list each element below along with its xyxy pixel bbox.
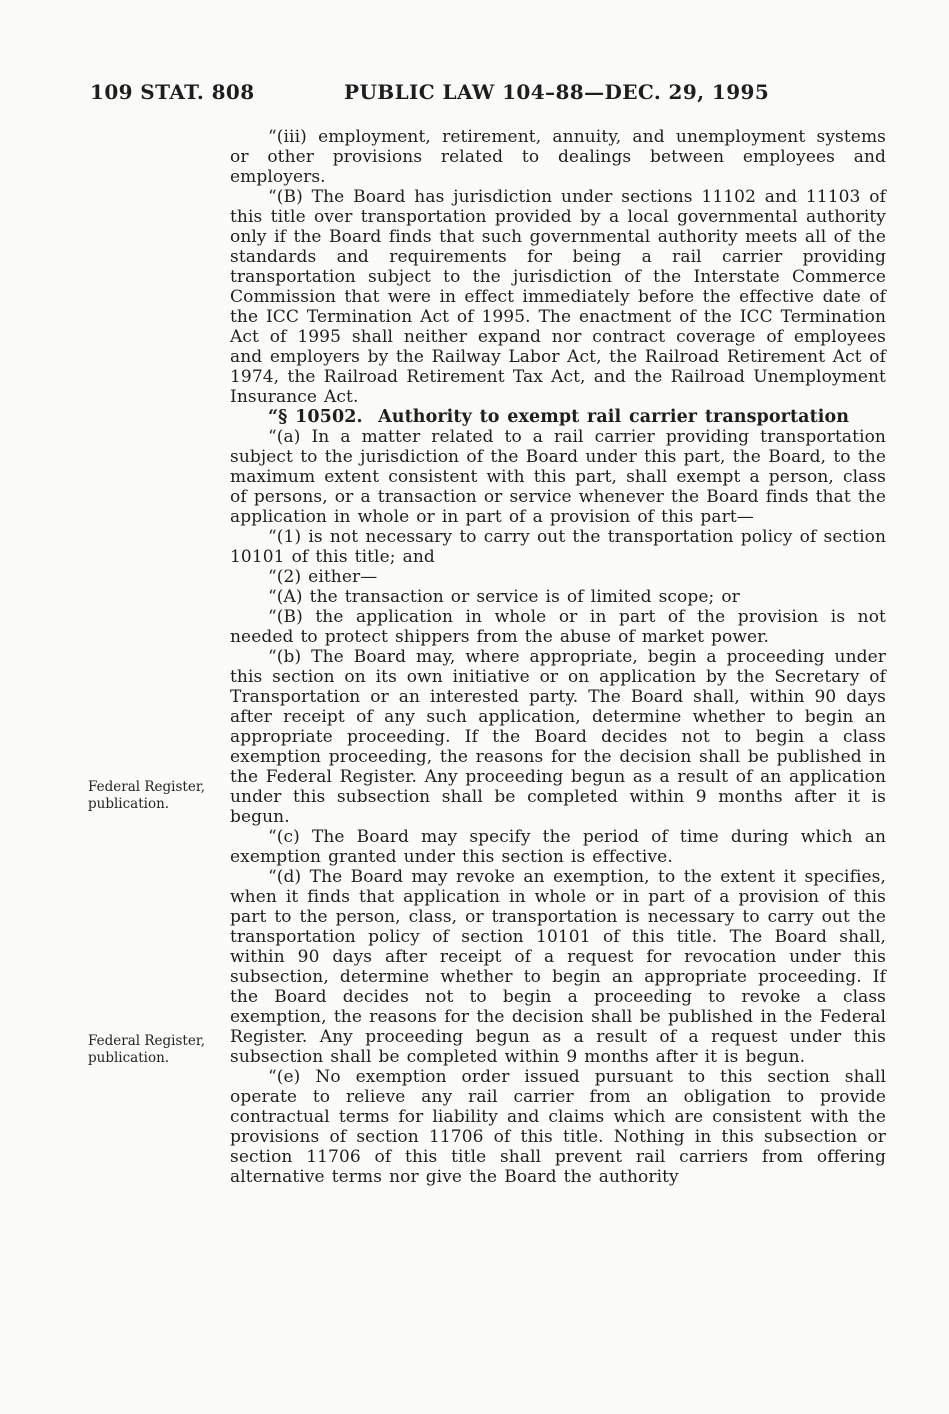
- statute-subsection-d: “(d) The Board may revoke an exemption, to the extent it specifies, when it finds that application in whole or in part of a provision of this part to the person, class, or transportation is necessary to carry out the transportation policy of section 10101 of this title. The Board shall, within 90 days after receipt of a request for revocation under this subsection, determine whether to begin an appropriate proceeding. If the Board decides not to begin a proceeding to revoke a class exemption, the reasons for the decision shall be published in the Federal Register. Any proceeding begun as a result of a request under this subsection shall be completed within 9 months after it is begun.: [230, 867, 886, 1067]
- statute-subsection-e: “(e) No exemption order issued pursuant to this section shall operate to relieve any rail carrier from an obligation to provide contractual terms for liability and claims which are consistent with the provisions of section 11706 of this title. Nothing in this subsection or section 11706 of this title shall prevent rail carriers from offering alternative terms nor give the Board the authority: [230, 1067, 886, 1187]
- margin-note-federal-register-2: Federal Register, publication.: [88, 1033, 206, 1066]
- page-number-stat: 109 STAT. 808: [90, 80, 255, 104]
- statute-subsection-c: “(c) The Board may specify the period of time during which an exemption granted under this section is effective.: [230, 827, 886, 867]
- statute-subsection-b: “(b) The Board may, where appropriate, begin a proceeding under this section on its own initiative or on application by the Secretary of Transportation or an interested party. The Board shall, within 90 days after receipt of any such application, determine whether to begin an appropriate proceeding. If the Board decides not to begin a class exemption proceeding, the reasons for the decision shall be published in the Federal Register. Any proceeding begun as a result of an application under this subsection shall be completed within 9 months after it is begun.: [230, 647, 886, 827]
- statute-subparagraph-2A: “(A) the transaction or service is of limited scope; or: [268, 587, 740, 607]
- running-head-law-title: PUBLIC LAW 104–88—DEC. 29, 1995: [344, 80, 770, 104]
- statute-text-column: [230, 127, 886, 1187]
- statute-subparagraph-2B: “(B) the application in whole or in part of the provision is not needed to protect shippers from the abuse of market power.: [230, 607, 886, 647]
- margin-note-federal-register-1: Federal Register, publication.: [88, 779, 206, 812]
- statute-paragraph-2: “(2) either—: [268, 567, 378, 587]
- section-heading-10502: “§ 10502. Authority to exempt rail carrier transportation: [268, 407, 850, 427]
- statute-clause-iii: “(iii) employment, retirement, annuity, and unemployment systems or other provisions related to dealings between employees and employers.: [230, 127, 886, 187]
- statute-subsection-a: “(a) In a matter related to a rail carrier providing transportation subject to the jurisdiction of the Board under this part, the Board, to the maximum extent consistent with this part, shall exempt a person, class of persons, or a transaction or service whenever the Board finds that the application in whole or in part of a provision of this part—: [230, 427, 886, 527]
- statute-paragraph-1: “(1) is not necessary to carry out the transportation policy of section 10101 of this title; and: [230, 527, 886, 567]
- statute-subparagraph-B: “(B) The Board has jurisdiction under sections 11102 and 11103 of this title over transportation provided by a local governmental authority only if the Board finds that such governmental authority meets all of the standards and requirements for being a rail carrier providing transportation subject to the jurisdiction of the Interstate Commerce Commission that were in effect immediately before the effective date of the ICC Termination Act of 1995. The enactment of the ICC Termination Act of 1995 shall neither expand nor contract coverage of employees and employers by the Railway Labor Act, the Railroad Retirement Act of 1974, the Railroad Retirement Tax Act, and the Railroad Unemployment Insurance Act.: [230, 187, 886, 407]
